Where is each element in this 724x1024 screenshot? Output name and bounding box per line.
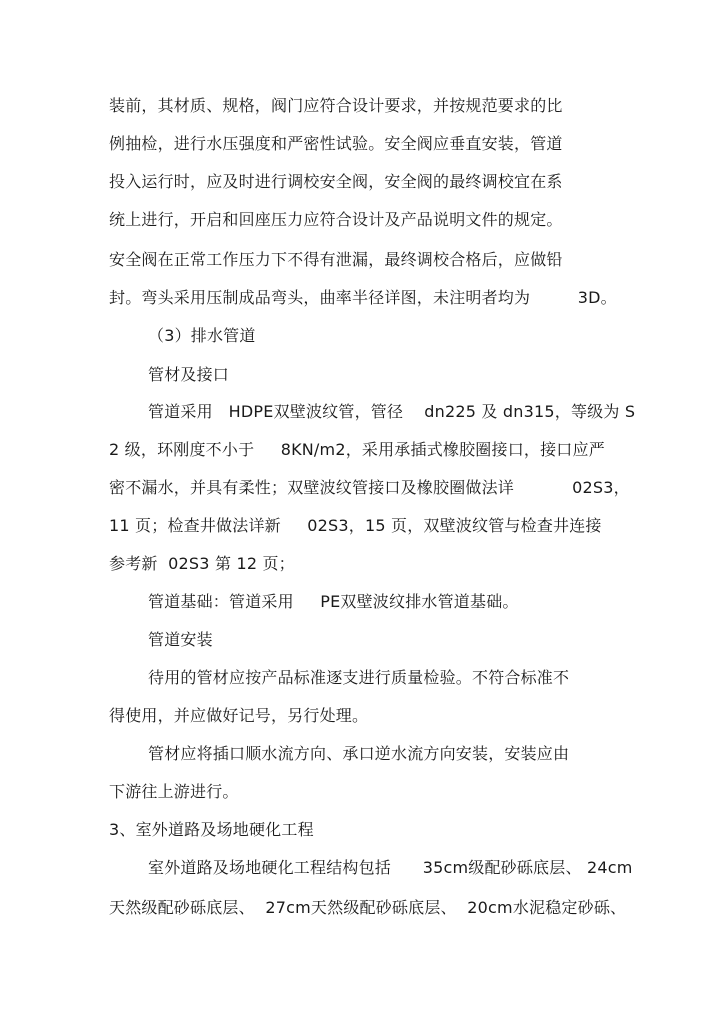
text-line: 室外道路及场地硬化工程结构包括 35cm级配砂砾底层、 24cm: [148, 858, 633, 877]
text-line: 参考新 02S3 第 12 页；: [109, 554, 295, 573]
section-heading: 3、室外道路及场地硬化工程: [109, 820, 314, 839]
text-line: 天然级配砂砾底层、 27cm天然级配砂砾底层、 20cm水泥稳定砂砾、: [109, 898, 627, 917]
subsection-heading: 管道安装: [148, 630, 213, 649]
text-line: 装前，其材质、规格，阀门应符合设计要求，并按规范要求的比: [109, 96, 563, 115]
section-heading: （3）排水管道: [148, 326, 256, 345]
text-line: 得使用，并应做好记号，另行处理。: [109, 706, 369, 725]
text-line: 封。弯头采用压制成品弯头，曲率半径详图，未注明者均为 3D。: [109, 288, 617, 307]
text-line: 管道采用 HDPE双壁波纹管，管径 dn225 及 dn315，等级为 S: [148, 402, 636, 421]
text-line: 下游往上游进行。: [109, 782, 239, 801]
text-line: 2 级，环刚度不小于 8KN/m2，采用承插式橡胶圈接口，接口应严: [109, 440, 605, 459]
text-line: 11 页；检查井做法详新 02S3，15 页，双壁波纹管与检查井连接: [109, 516, 602, 535]
text-line: 管材应将插口顺水流方向、承口逆水流方向安装，安装应由: [148, 744, 570, 763]
text-line: 待用的管材应按产品标准逐支进行质量检验。不符合标准不: [148, 668, 570, 687]
text-line: 统上进行，开启和回座压力应符合设计及产品说明文件的规定。: [109, 210, 563, 229]
text-line: 安全阀在正常工作压力下不得有泄漏，最终调校合格后，应做铅: [109, 250, 563, 269]
text-line: 投入运行时，应及时进行调校安全阀，安全阀的最终调校宜在系: [109, 172, 563, 191]
text-line: 密不漏水，并具有柔性；双壁波纹管接口及橡胶圈做法详 02S3，: [109, 478, 630, 497]
text-line: 例抽检，进行水压强度和严密性试验。安全阀应垂直安装，管道: [109, 134, 563, 153]
text-line: 管道基础：管道采用 PE双壁波纹排水管道基础。: [148, 592, 519, 611]
subsection-heading: 管材及接口: [148, 365, 230, 384]
